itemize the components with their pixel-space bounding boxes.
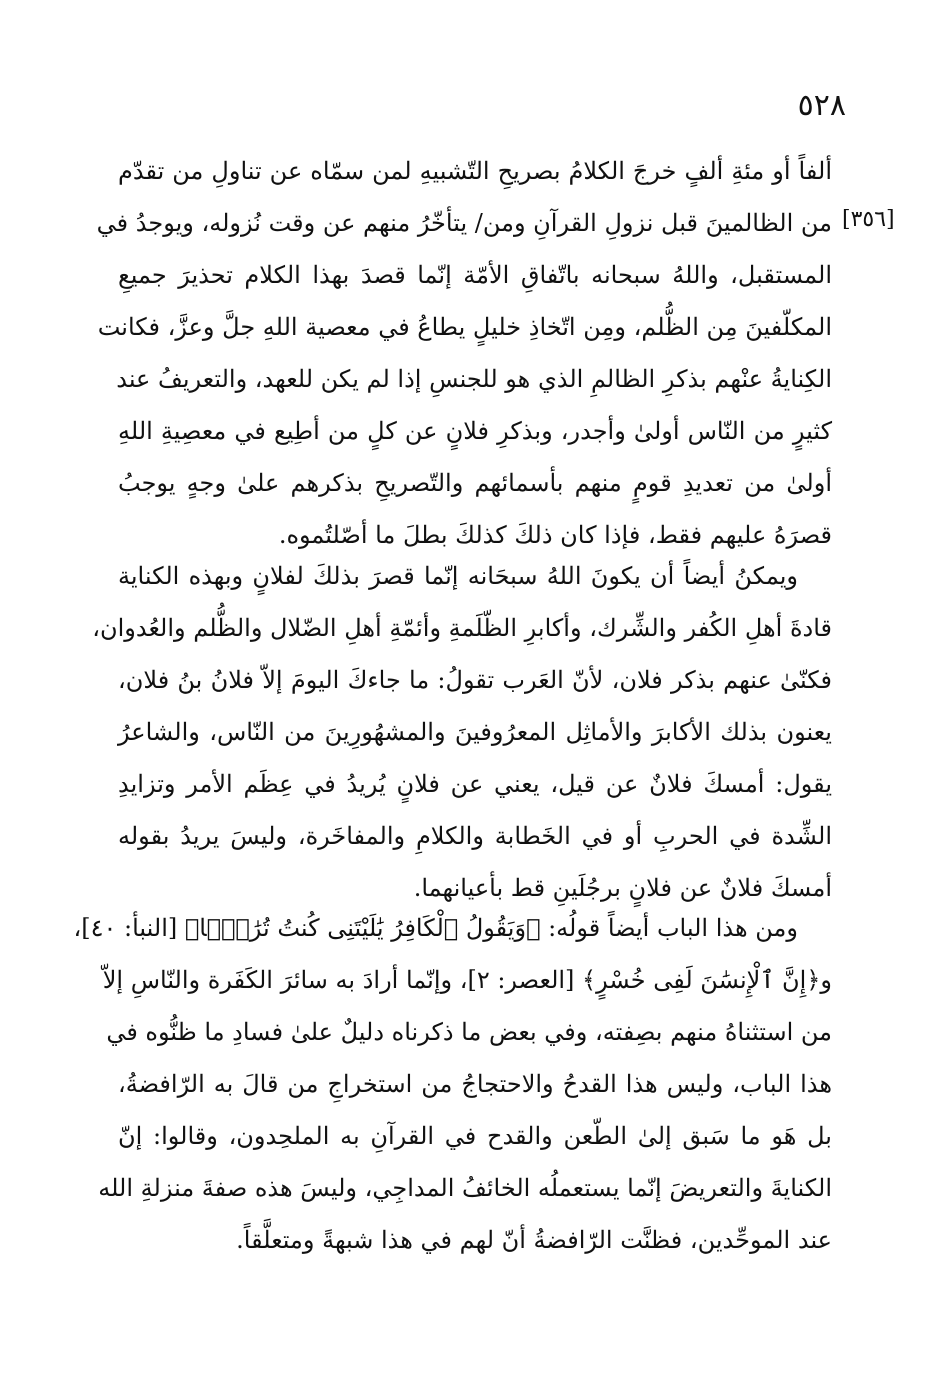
text-line: الشِّدة في الحربِ أو في الخَطابة والكلامِ والمفاخَرة، وليسَ يريدُ بقوله [118, 822, 832, 850]
text-line: بل هَو ما سَبق إلىٰ الطّعن والقدح في القرآنِ به الملحِدون، وقالوا: إنّ [118, 1122, 832, 1150]
text-line: قصرَهُ عليهم فقط، فإذا كان ذلكَ كذلكَ بطلَ ما أصّلتُموه. [278, 521, 832, 549]
paragraph-2 [92, 550, 832, 914]
text-line: عند الموحِّدين، فظنَّت الرّافضةُ أنّ لهم في هذا شبهةً ومتعلَّقاً. [236, 1226, 832, 1254]
text-line: المستقبل، واللهُ سبحانه باتّفاقِ الأمّة إنّما قصدَ بهذا الكلام تحذيرَ جميعِ [118, 261, 832, 289]
text-line: و﴿إِنَّ ٱلْإِنسَٰنَ لَفِى خُسْرٍ﴾ [العصر: ٢]، وإنّما أرادَ به سائرَ الكَفَرة والنّاسِ إلاّ [102, 966, 832, 994]
text-line: ويمكنُ أيضاً أن يكونَ اللهُ سبحَانه إنّما قصرَ بذلكَ لفلانٍ وبهذه الكناية [118, 562, 798, 590]
text-line: فكنّىٰ عنهم بذكر فلان، لأنّ العَرب تقولُ: ما جاءكَ اليومَ إلاّ فلانُ بنُ فلان، [118, 666, 832, 694]
paragraph-1 [96, 145, 832, 561]
text-line: ألفاً أو مئةِ ألفٍ خرجَ الكلامُ بصريحِ التّشبيهِ لمن سمّاه عن تناولِ من تقدّم [118, 157, 832, 185]
text-line: يقول: أمسكَ فلانٌ عن قيل، يعني عن فلانٍ يُريدُ في عِظَم الأمر وتزايدِ [118, 770, 832, 798]
page-number: ٥٢٨ [797, 88, 846, 123]
text-line: أولىٰ من تعديدِ قومٍ منهم بأسمائهم والتّصريحِ بذكرهم علىٰ وجهٍ يوجبُ [118, 469, 832, 497]
text-line: من الظالمينَ قبل نزولِ القرآنِ ومن/ يتأخّرُ منهم عن وقت نُزوله، ويوجدُ في [96, 209, 832, 237]
text-line: قادةَ أهلِ الكُفر والشِّرك، وأكابرِ الظّلَمةِ وأئمّةِ أهلِ الضّلال والظُّلم والعُدوان، [92, 614, 832, 642]
text-line: الكنايةَ والتعريضَ إنّما يستعملُه الخائفُ المداجِي، وليسَ هذه صفةَ منزلةِ الله [98, 1174, 832, 1202]
paragraph-3 [73, 902, 832, 1266]
text-line: من استثناهُ منهم بصِفته، وفي بعض ما ذكرناه دليلٌ علىٰ فسادِ ما ظنُّوه في [106, 1018, 832, 1046]
text-line: كثيرٍ من النّاس أولىٰ وأجدر، وبذكرِ فلانٍ عن كلٍ من أطِيع في معصِيةِ اللهِ [118, 417, 832, 445]
text-line: يعنون بذلك الأكابرَ والأماثِل المعرُوفينَ والمشهُورِينَ من النّاس، والشاعرُ [118, 718, 832, 746]
margin-folio-reference: [٣٥٦] [842, 207, 895, 232]
text-line: الكِنايةُ عنْهم بذكرِ الظالمِ الذي هو للجنسِ إذا لم يكن للعهد، والتعريفُ عند [116, 365, 832, 393]
text-line: أمسكَ فلانٌ عن فلانٍ برجُلَينِ قط بأعيانهما. [413, 874, 832, 902]
text-line: هذا الباب، وليس هذا القدحُ والاحتجاجُ من استخراجِ من قالَ به الرّافضةُ، [118, 1070, 832, 1098]
text-line: ومن هذا الباب أيضاً قولُه: ﴿وَيَقُولُ ٱلْكَافِرُ يَٰلَيْتَنِى كُنتُ تُرَٰبًۢا﴾ [النبأ: ٤٠]، [73, 914, 798, 942]
text-line: المكلّفينَ مِن الظُّلم، ومِن اتّخاذِ خليلٍ يطاعُ في معصية اللهِ جلَّ وعزَّ، فكانت [97, 313, 832, 341]
